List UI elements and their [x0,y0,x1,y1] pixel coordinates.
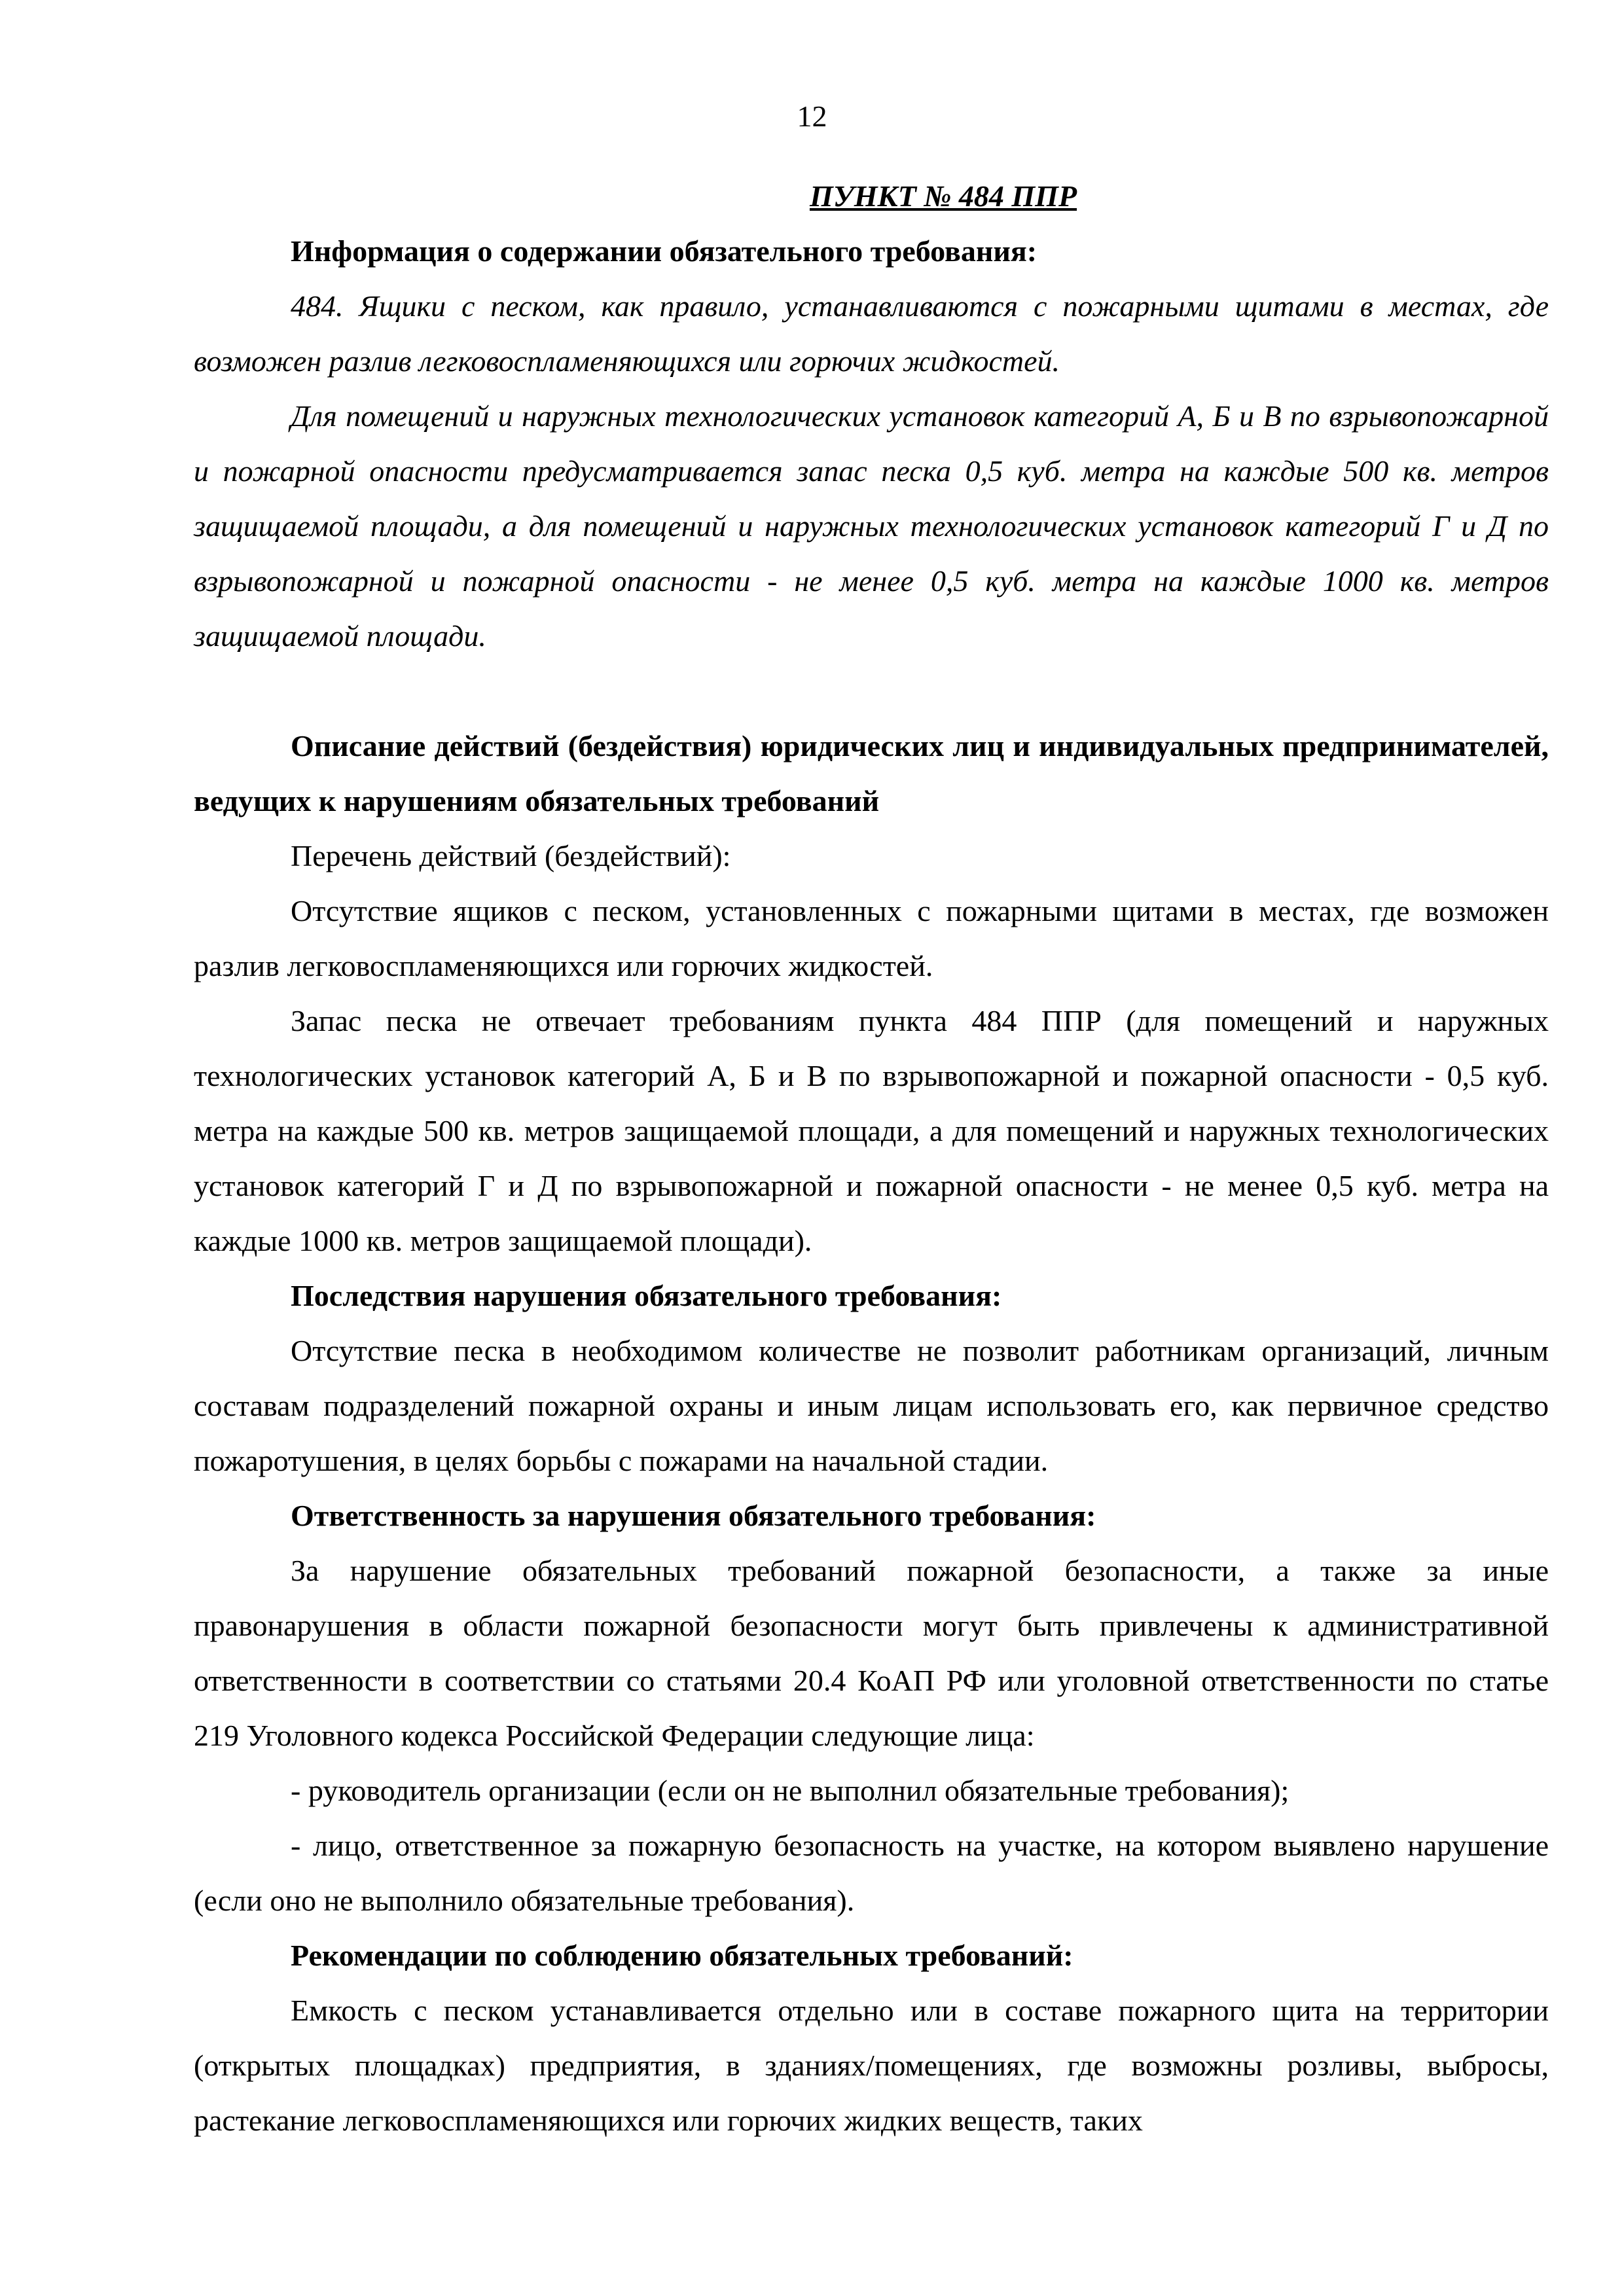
section-title: ПУНКТ № 484 ППР [809,179,1077,213]
responsibility-heading: Ответственность за нарушения обязательного требования: [291,1499,1096,1532]
actions-paragraph-2: Запас песка не отвечает требованиям пункта 484 ППР (для помещений и наружных технологических установок категорий А, Б и В по взрывопожарной и пожарной опасности - 0,5 куб. метра на каждые 500 кв. метров защищаемой площади, а для помещений и наружных технологических установок категорий Г и Д по взрывопожарной и пожарной опасности - не менее 0,5 куб. метра на каждые 1000 кв. метров защищаемой площади). [194,1004,1549,1257]
actions-list-title: Перечень действий (бездействий): [291,839,731,872]
responsibility-list-item: - руководитель организации (если он не выполнил обязательные требования); [291,1774,1290,1807]
info-paragraph-2: Для помещений и наружных технологических установок категорий А, Б и В по взрывопожарной и пожарной опасности предусматривается запас песка 0,5 куб. метра на каждые 500 кв. метров защищаемой площади, а для помещений и наружных технологических установок категорий Г и Д по взрывопожарной и пожарной опасности - не менее 0,5 куб. метра на каждые 1000 кв. метров защищаемой площади. [194,399,1549,653]
recommendations-heading: Рекомендации по соблюдению обязательных требований: [291,1939,1074,1972]
page-number: 12 [797,99,827,133]
info-paragraph-1: 484. Ящики с песком, как правило, устанавливаются с пожарными щитами в местах, где возможен разлив легковоспламеняющихся или горючих жидкостей. [194,289,1549,378]
recommendations-paragraph: Емкость с песком устанавливается отдельно или в составе пожарного щита на территории (открытых площадках) предприятия, в зданиях/помещениях, где возможны розливы, выбросы, растекание легковоспламеняющихся или горючих жидких веществ, таких [194,1994,1549,2137]
responsibility-list-item: - лицо, ответственное за пожарную безопасность на участке, на котором выявлено нарушение (если оно не выполнило обязательные требования). [194,1829,1549,1917]
consequences-heading: Последствия нарушения обязательного требования: [291,1279,1002,1312]
info-heading: Информация о содержании обязательного требования: [291,234,1038,268]
actions-heading: Описание действий (бездействия) юридических лиц и индивидуальных предпринимателей, ведущих к нарушениям обязательных требований [194,729,1549,817]
responsibility-paragraph: За нарушение обязательных требований пожарной безопасности, а также за иные правонарушения в области пожарной безопасности могут быть привлечены к административной ответственности в соответствии со статьями 20.4 КоАП РФ или уголовной ответственности по статье 219 Уголовного кодекса Российской Федерации следующие лица: [194,1554,1549,1752]
page-content [194,169,1549,2148]
consequences-paragraph: Отсутствие песка в необходимом количестве не позволит работникам организаций, личным составам подразделений пожарной охраны и иным лицам использовать его, как первичное средство пожаротушения, в целях борьбы с пожарами на начальной стадии. [194,1334,1549,1477]
actions-paragraph-1: Отсутствие ящиков с песком, установленных с пожарными щитами в местах, где возможен разлив легковоспламеняющихся или горючих жидкостей. [194,894,1549,982]
